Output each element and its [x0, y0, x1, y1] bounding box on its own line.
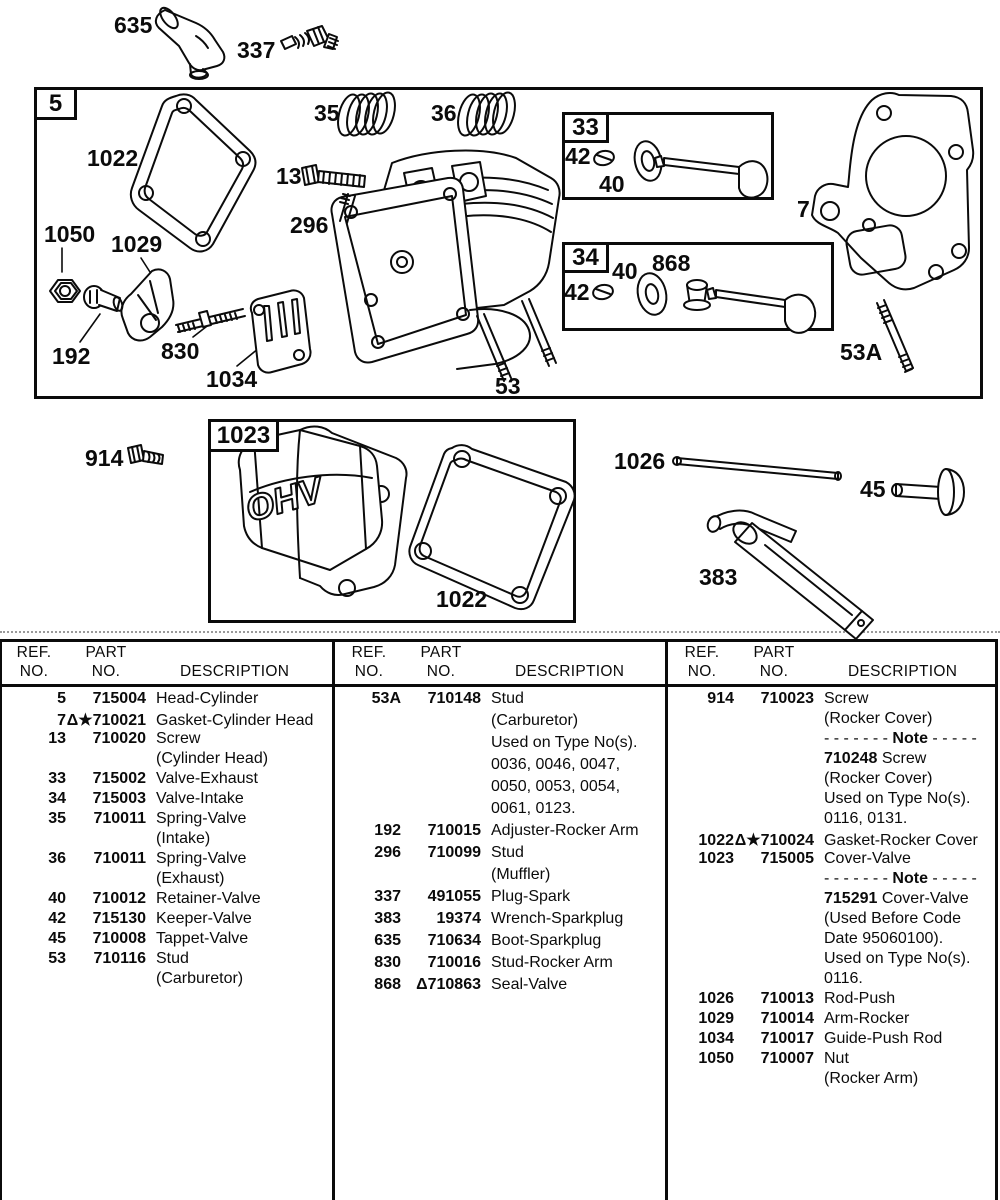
table-row — [670, 1010, 995, 1030]
column-rows — [670, 690, 995, 1090]
table-row — [2, 930, 332, 950]
ref-no: 1034 — [698, 1030, 734, 1047]
description-line: Wrench-Sparkplug — [491, 910, 624, 927]
description-line: (Rocker Cover) — [824, 710, 933, 727]
table-row — [2, 910, 332, 930]
callout-1029: 1029 — [111, 231, 163, 257]
table-row — [2, 950, 332, 990]
part-no: Δ710863 — [416, 976, 481, 993]
callout-830: 830 — [161, 338, 200, 364]
group-label-34: 34 — [562, 242, 609, 273]
ref-no: 296 — [374, 844, 401, 861]
rocker-cover-gasket-icon — [131, 94, 256, 251]
callout-13: 13 — [276, 163, 302, 189]
ref-no: 337 — [374, 888, 401, 905]
parts-column-3 — [670, 639, 995, 1200]
table-row — [337, 910, 665, 932]
description-line: (Intake) — [156, 830, 211, 847]
hex-nut-icon — [50, 280, 80, 302]
part-no: 710148 — [427, 690, 481, 707]
part-no: Δ★710021 — [66, 712, 146, 729]
table-row — [670, 990, 995, 1010]
table-row — [670, 690, 995, 830]
description-line: (Exhaust) — [156, 870, 225, 887]
hex-screw-13-icon — [302, 165, 365, 187]
callout-36: 36 — [431, 100, 457, 126]
column-rows — [337, 690, 665, 998]
callout-1022-bottom: 1022 — [436, 586, 488, 612]
description-line: Spring-Valve — [156, 810, 247, 827]
ref-no: 7 — [57, 712, 66, 729]
ref-no: 34 — [48, 790, 66, 807]
part-no: 710020 — [92, 730, 146, 747]
description-line: Nut — [824, 1050, 849, 1067]
description-line: Stud — [491, 690, 524, 707]
part-no: 710634 — [427, 932, 481, 949]
cylinder-head-icon — [331, 151, 559, 381]
ref-no: 383 — [374, 910, 401, 927]
callout-1050: 1050 — [44, 221, 96, 247]
ref-no: 635 — [374, 932, 401, 949]
description-line: (Cylinder Head) — [156, 750, 269, 767]
rocker-arm-icon — [121, 269, 173, 340]
valve-spring-exhaust-icon — [454, 90, 519, 138]
table-row — [2, 730, 332, 770]
ref-no: 192 — [374, 822, 401, 839]
description-line: 0050, 0053, 0054, — [491, 778, 621, 795]
description-line: - - - - - - - Note - - - - - — [824, 730, 977, 747]
push-rod-guide-icon — [251, 290, 311, 372]
description-line: (Used Before Code — [824, 910, 961, 927]
ref-no: 914 — [707, 690, 734, 707]
ref-no: 868 — [374, 976, 401, 993]
callout-40-exhaust: 40 — [599, 171, 625, 197]
description-line: 715291 Cover-Valve — [824, 890, 969, 907]
description-line: Used on Type No(s). — [824, 950, 971, 967]
table-row — [2, 710, 332, 730]
ref-no: 40 — [48, 890, 66, 907]
description-line: 0116, 0131. — [824, 810, 908, 827]
table-row — [2, 770, 332, 790]
callout-40-intake: 40 — [612, 258, 638, 284]
table-row — [670, 1050, 995, 1090]
callout-1022-top: 1022 — [87, 145, 139, 171]
description-line: Screw — [824, 690, 869, 707]
boot-sparkplug-icon — [156, 5, 224, 79]
callout-7: 7 — [797, 196, 810, 222]
part-no: 710008 — [92, 930, 146, 947]
table-row — [2, 690, 332, 710]
description-line: 710248 Screw — [824, 750, 927, 767]
description-line: (Carburetor) — [156, 970, 244, 987]
part-no: 710012 — [92, 890, 146, 907]
description-line: 0116. — [824, 970, 863, 987]
description-line: Head-Cylinder — [156, 690, 259, 707]
table-row — [337, 954, 665, 976]
group-label-5: 5 — [34, 87, 77, 120]
part-no: 710011 — [93, 850, 146, 867]
table-divider-2 — [665, 639, 668, 1200]
group-label-33: 33 — [562, 112, 609, 143]
ref-no: 830 — [374, 954, 401, 971]
description-line: - - - - - - - Note - - - - - — [824, 870, 977, 887]
description-line: Keeper-Valve — [156, 910, 252, 927]
callout-337: 337 — [237, 37, 276, 63]
column-header: REF. PART NO. NO. DESCRIPTION — [16, 644, 290, 680]
part-no: 710116 — [93, 950, 146, 967]
ref-no: 13 — [48, 730, 66, 747]
table-row — [670, 850, 995, 990]
description-line: Used on Type No(s). — [491, 734, 638, 751]
description-line: (Rocker Cover) — [824, 770, 933, 787]
description-line: Stud — [156, 950, 189, 967]
part-no: 715004 — [92, 690, 146, 707]
callout-914: 914 — [85, 445, 124, 471]
part-no: 710013 — [760, 990, 814, 1007]
callout-1026: 1026 — [614, 448, 666, 474]
description-line: Gasket-Rocker Cover — [824, 832, 978, 849]
ref-no: 42 — [48, 910, 66, 927]
callout-635: 635 — [114, 12, 153, 38]
description-line: Boot-Sparkplug — [491, 932, 602, 949]
callout-192: 192 — [52, 343, 91, 369]
description-line: Cover-Valve — [824, 850, 911, 867]
table-row — [337, 932, 665, 954]
spark-plug-icon — [281, 26, 338, 49]
stud-carburetor-icon — [877, 300, 913, 372]
ref-no: 33 — [48, 770, 66, 787]
description-line: 0061, 0123. — [491, 800, 576, 817]
description-line: Valve-Intake — [156, 790, 244, 807]
table-row — [670, 1030, 995, 1050]
callout-42-exhaust: 42 — [565, 143, 591, 169]
part-no: 710099 — [427, 844, 481, 861]
table-row — [337, 822, 665, 844]
part-no: 715005 — [760, 850, 814, 867]
ref-no: 5 — [57, 690, 66, 707]
part-no: 710016 — [427, 954, 481, 971]
part-no: 710017 — [760, 1030, 814, 1047]
description-line: Gasket-Cylinder Head — [156, 712, 314, 729]
description-line: Adjuster-Rocker Arm — [491, 822, 639, 839]
callout-45: 45 — [860, 476, 886, 502]
ref-no: 45 — [48, 930, 66, 947]
description-line: Used on Type No(s). — [824, 790, 971, 807]
description-line: Seal-Valve — [491, 976, 568, 993]
table-row — [2, 850, 332, 890]
parts-column-2 — [337, 639, 665, 1200]
ref-no: 36 — [48, 850, 66, 867]
part-no: 710023 — [760, 690, 814, 707]
part-no: 710015 — [427, 822, 481, 839]
table-row — [670, 830, 995, 850]
table-row — [337, 690, 665, 822]
description-line: 0036, 0046, 0047, — [491, 756, 621, 773]
table-row — [337, 976, 665, 998]
ohv-emboss-text: OHV — [240, 468, 328, 530]
callout-35: 35 — [314, 100, 340, 126]
ref-no: 53A — [371, 690, 401, 707]
column-header: REF. PART NO. NO. DESCRIPTION — [684, 644, 958, 680]
valve-spring-intake-icon — [334, 90, 399, 138]
callout-383: 383 — [699, 564, 738, 590]
part-no: 491055 — [427, 888, 481, 905]
part-no: 710011 — [93, 810, 146, 827]
part-no: Δ★710024 — [734, 832, 814, 849]
callout-1034: 1034 — [206, 366, 258, 392]
description-line: (Rocker Arm) — [824, 1070, 919, 1087]
cylinder-head-gasket-icon — [812, 93, 973, 289]
callout-42-intake: 42 — [564, 279, 590, 305]
table-row — [2, 790, 332, 810]
description-line: Guide-Push Rod — [824, 1030, 943, 1047]
description-line: Date 95060100). — [824, 930, 944, 947]
ref-no: 35 — [48, 810, 66, 827]
column-header: REF. PART NO. NO. DESCRIPTION — [351, 644, 625, 680]
ref-no: 1022 — [698, 832, 734, 849]
column-rows — [2, 690, 332, 990]
table-row — [2, 810, 332, 850]
description-line: Valve-Exhaust — [156, 770, 258, 787]
table-divider-1 — [332, 639, 335, 1200]
part-no: 715003 — [92, 790, 146, 807]
tappet-icon — [892, 469, 964, 515]
ref-no: 1050 — [698, 1050, 734, 1067]
part-no: 710007 — [760, 1050, 814, 1067]
description-line: Spring-Valve — [156, 850, 247, 867]
ref-no: 53 — [48, 950, 66, 967]
description-line: (Muffler) — [491, 866, 551, 883]
description-line: (Carburetor) — [491, 712, 579, 729]
description-line: Plug-Spark — [491, 888, 571, 905]
push-rod-icon — [673, 457, 841, 480]
parts-column-1 — [2, 639, 332, 1200]
hex-screw-914-icon — [128, 445, 163, 464]
description-line: Arm-Rocker — [824, 1010, 910, 1027]
description-line: Tappet-Valve — [156, 930, 249, 947]
adjuster-icon — [84, 286, 124, 312]
group-label-1023: 1023 — [208, 419, 279, 452]
table-right-border — [995, 639, 998, 1200]
stud-rocker-arm-icon — [176, 309, 245, 332]
ref-no: 1029 — [698, 1010, 734, 1027]
description-line: Stud — [491, 844, 524, 861]
table-row — [2, 890, 332, 910]
description-line: Rod-Push — [824, 990, 896, 1007]
callout-53A: 53A — [840, 339, 883, 365]
callout-868: 868 — [652, 250, 691, 276]
table-row — [337, 844, 665, 888]
part-no: 710014 — [760, 1010, 814, 1027]
part-no: 715130 — [92, 910, 146, 927]
callout-53: 53 — [495, 373, 521, 399]
description-line: Screw — [156, 730, 201, 747]
ref-no: 1026 — [698, 990, 734, 1007]
description-line: Stud-Rocker Arm — [491, 954, 613, 971]
part-no: 19374 — [436, 910, 481, 927]
ref-no: 1023 — [698, 850, 734, 867]
table-row — [337, 888, 665, 910]
description-line: Retainer-Valve — [156, 890, 261, 907]
callout-296: 296 — [290, 212, 329, 238]
part-no: 715002 — [92, 770, 146, 787]
rocker-cover-gasket-bottom-icon — [409, 445, 574, 612]
